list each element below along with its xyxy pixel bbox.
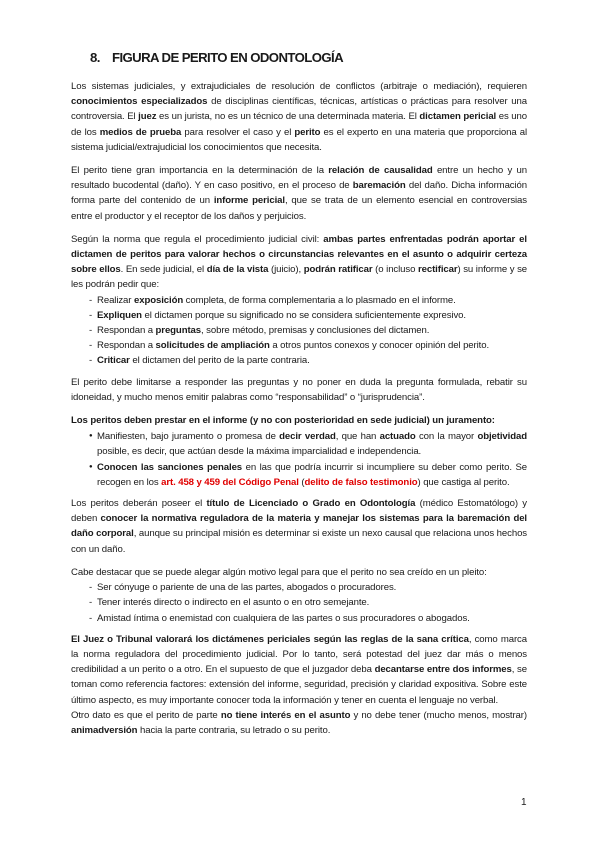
list-item: - Respondan a solicitudes de ampliación a otros puntos conexos y conocer opinión del perito.: [71, 338, 527, 353]
paragraph-assessment: El Juez o Tribunal valorará los dictámenes periciales según las reglas de la sana crítica, como marca la norma reguladora del procedimiento judicial. Por lo tanto, será potestad del juez dar más o menos credibilidad a un perito o a otro. En el supuesto de que el juzgador deba decantarse entre dos informes, se toman como referencia factores: extensión del informe, seguridad, precisión y claridad expositiva. Sobre este último aspecto, es muy importante conocer toda la información y tener en cuenta el lenguaje no verbal.: [71, 633, 527, 706]
document-body: [71, 79, 527, 746]
paragraph-impartiality: Otro dato es que el perito de parte no tiene interés en el asunto y no debe tener (mucho menos, mostrar) animadversión hacia la parte contraria, su letrado o su perito.: [71, 709, 527, 736]
list-item: - Realizar exposición completa, de forma complementaria a lo plasmado en el informe.: [71, 293, 527, 308]
oath-list: [71, 429, 527, 490]
paragraph-qualifications: Los peritos deberán poseer el título de Licenciado o Grado en Odontología (médico Estomatólogo) y deben conocer la normativa reguladora de la materia y manejar los sistemas para la baremación del daño corporal, aunque su principal misión es determinar si existe un nexo causal que relaciona unos hechos con un daño.: [71, 498, 527, 555]
paragraph-causality: El perito tiene gran importancia en la determinación de la relación de causalidad entre un hecho y un resultado bucodental (daño). Y en caso positivo, en el proceso de baremación del daño. Dicha información forma parte del contenido de un informe pericial, que se trata de un elemento esencial en controversias entre el productor y el receptor de los daños y perjuicios.: [71, 165, 528, 222]
list-item: ● Conocen las sanciones penales en las que podría incurrir si incumpliere su deber como perito. Se recogen en los art. 458 y 459 del Código Penal (delito de falso testimonio) que castiga al perito.: [71, 460, 527, 490]
penal-code-reference: art. 458 y 459 del Código Penal: [161, 476, 299, 488]
paragraph-oath: Los peritos deben prestar en el informe (y no con posterioridad en sede judicial) un juramento:: [71, 415, 495, 427]
paragraph-recusal: Cabe destacar que se puede alegar algún motivo legal para que el perito no sea creído en un pleito:: [71, 566, 487, 578]
paragraph-limits: El perito debe limitarse a responder las preguntas y no poner en duda la pregunta formulada, rebatir su idoneidad, y mucho menos emitir palabras como “responsabilidad” o “jurisprudencia”.: [71, 376, 527, 403]
recusal-list: [71, 580, 527, 626]
section-title: [90, 50, 343, 65]
list-item: - Tener interés directo o indirecto en el asunto o en otro semejante.: [71, 595, 527, 610]
list-item: - Amistad íntima o enemistad con cualquiera de las partes o sus procuradores o abogados.: [71, 611, 527, 626]
list-item: - Respondan a preguntas, sobre método, premisas y conclusiones del dictamen.: [71, 323, 527, 338]
list-item: - Criticar el dictamen del perito de la parte contraria.: [71, 353, 527, 368]
offense-reference: delito de falso testimonio: [304, 476, 418, 488]
list-item: ● Manifiesten, bajo juramento o promesa de decir verdad, que han actuado con la mayor objetividad posible, es decir, que actúan desde la máxima imparcialidad e independencia.: [71, 429, 527, 459]
list-item: - Ser cónyuge o pariente de una de las partes, abogados o procuradores.: [71, 580, 527, 595]
section-title-text: FIGURA DE PERITO EN ODONTOLOGÍA: [112, 50, 344, 65]
request-list: [71, 293, 527, 369]
section-number: 8.: [90, 50, 100, 65]
page-number: 1: [521, 797, 527, 808]
paragraph-civil-procedure: Según la norma que regula el procedimiento judicial civil: ambas partes enfrentadas podrán aportar el dictamen de peritos para valorar hechos o circunstancias relevantes en el asunto o adquirir certeza sobre ellos. En sede judicial, el día de la vista (juicio), podrán ratificar (o incluso rectificar) su informe y se les podrán pedir que:: [71, 233, 528, 291]
list-item: - Expliquen el dictamen porque su significado no se considera suficientemente expresivo.: [71, 308, 527, 323]
paragraph-intro: Los sistemas judiciales, y extrajudiciales de resolución de conflictos (arbitraje o mediación), requieren conocimientos especializados de disciplinas científicas, técnicas, artísticas o prácticas para resolver una controversia. El juez es un jurista, no es un técnico de una determinada materia. El dictamen pericial es uno de los medios de prueba para resolver el caso y el perito es el experto en una materia que proporciona al sistema judicial/extrajudicial los conocimientos que necesita.: [71, 81, 527, 153]
